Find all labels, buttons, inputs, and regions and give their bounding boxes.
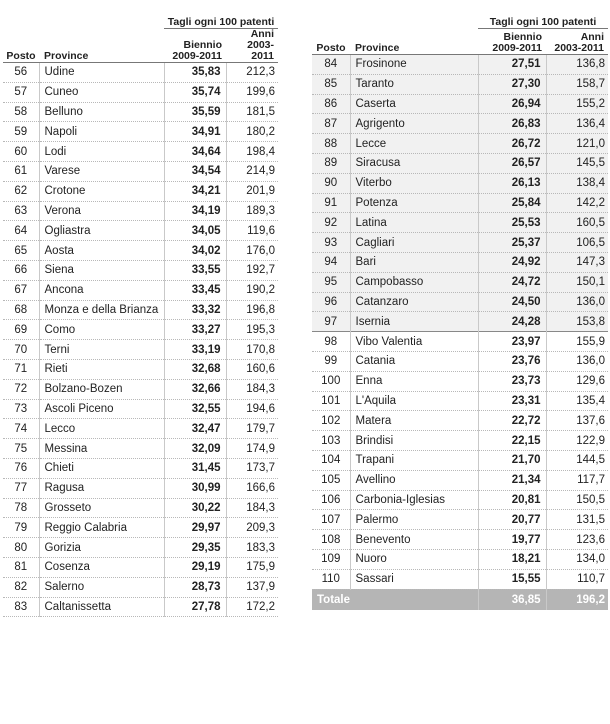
header-province: Province (350, 29, 478, 55)
anni-cell: 144,5 (546, 450, 608, 470)
header-posto: Posto (3, 29, 39, 63)
biennio-cell: 15,55 (478, 569, 546, 589)
biennio-cell: 24,72 (478, 272, 546, 292)
biennio-cell: 35,59 (164, 102, 226, 122)
anni-cell: 179,7 (226, 419, 278, 439)
rank-cell: 62 (3, 181, 39, 201)
biennio-cell: 34,21 (164, 181, 226, 201)
biennio-cell: 33,19 (164, 340, 226, 360)
table-row (312, 292, 608, 312)
table-row (312, 114, 608, 134)
table-row (312, 450, 608, 470)
anni-cell: 160,5 (546, 213, 608, 233)
anni-cell: 123,6 (546, 530, 608, 550)
biennio-cell: 26,57 (478, 153, 546, 173)
biennio-cell: 22,72 (478, 411, 546, 431)
table-row (3, 340, 278, 360)
header-biennio: Biennio 2009-2011 (478, 29, 546, 55)
table-row (312, 252, 608, 272)
total-biennio: 36,85 (478, 589, 546, 610)
table-row (3, 538, 278, 558)
rank-cell: 64 (3, 221, 39, 241)
anni-cell: 147,3 (546, 252, 608, 272)
province-cell: Siena (39, 260, 164, 280)
table-row (3, 498, 278, 518)
anni-cell: 166,6 (226, 478, 278, 498)
rank-cell: 88 (312, 134, 350, 154)
anni-cell: 194,6 (226, 399, 278, 419)
table-row (3, 161, 278, 181)
anni-cell: 122,9 (546, 431, 608, 451)
table-row (312, 411, 608, 431)
biennio-cell: 29,19 (164, 557, 226, 577)
anni-cell: 184,3 (226, 379, 278, 399)
biennio-cell: 34,91 (164, 122, 226, 142)
province-cell: Grosseto (39, 498, 164, 518)
province-cell: Matera (350, 411, 478, 431)
anni-cell: 195,3 (226, 320, 278, 340)
anni-cell: 136,8 (546, 55, 608, 75)
province-cell: Isernia (350, 312, 478, 332)
anni-cell: 190,2 (226, 280, 278, 300)
anni-cell: 209,3 (226, 518, 278, 538)
province-cell: Gorizia (39, 538, 164, 558)
anni-cell: 172,2 (226, 597, 278, 617)
rank-cell: 101 (312, 391, 350, 411)
ranking-table-left (3, 4, 278, 617)
table-row (312, 173, 608, 193)
anni-cell: 134,0 (546, 549, 608, 569)
province-cell: Bolzano-Bozen (39, 379, 164, 399)
rank-cell: 94 (312, 252, 350, 272)
biennio-cell: 21,34 (478, 470, 546, 490)
biennio-cell: 23,31 (478, 391, 546, 411)
province-cell: Viterbo (350, 173, 478, 193)
table-row (3, 518, 278, 538)
biennio-cell: 35,83 (164, 63, 226, 83)
table-row (3, 181, 278, 201)
table-row (312, 332, 608, 352)
anni-cell: 181,5 (226, 102, 278, 122)
table-row (312, 549, 608, 569)
biennio-cell: 23,97 (478, 332, 546, 352)
anni-cell: 110,7 (546, 569, 608, 589)
anni-cell: 175,9 (226, 557, 278, 577)
anni-cell: 174,9 (226, 439, 278, 459)
total-anni: 196,2 (546, 589, 608, 610)
province-cell: Cuneo (39, 82, 164, 102)
province-cell: Verona (39, 201, 164, 221)
biennio-cell: 26,83 (478, 114, 546, 134)
table-row (312, 351, 608, 371)
rank-cell: 59 (3, 122, 39, 142)
total-label: Totale (312, 589, 478, 610)
province-cell: Bari (350, 252, 478, 272)
province-cell: Campobasso (350, 272, 478, 292)
biennio-cell: 28,73 (164, 577, 226, 597)
rank-cell: 102 (312, 411, 350, 431)
province-cell: Aosta (39, 241, 164, 261)
rank-cell: 107 (312, 510, 350, 530)
table-row (3, 280, 278, 300)
rank-cell: 66 (3, 260, 39, 280)
biennio-cell: 33,27 (164, 320, 226, 340)
province-cell: Napoli (39, 122, 164, 142)
rank-cell: 97 (312, 312, 350, 332)
rank-cell: 109 (312, 549, 350, 569)
table-row (3, 63, 278, 83)
province-cell: Monza e della Brianza (39, 300, 164, 320)
rank-cell: 106 (312, 490, 350, 510)
table-row (3, 201, 278, 221)
rank-cell: 108 (312, 530, 350, 550)
table-row (3, 221, 278, 241)
province-cell: Ragusa (39, 478, 164, 498)
rank-cell: 73 (3, 399, 39, 419)
table-row (312, 55, 608, 75)
biennio-cell: 25,53 (478, 213, 546, 233)
rank-cell: 61 (3, 161, 39, 181)
province-cell: Vibo Valentia (350, 332, 478, 352)
rank-cell: 81 (3, 557, 39, 577)
header-group-title: Tagli ogni 100 patenti (164, 4, 278, 29)
table-row (3, 399, 278, 419)
biennio-cell: 23,76 (478, 351, 546, 371)
province-cell: Ogliastra (39, 221, 164, 241)
province-cell: Palermo (350, 510, 478, 530)
province-cell: L'Aquila (350, 391, 478, 411)
anni-cell: 198,4 (226, 142, 278, 162)
table-row (312, 233, 608, 253)
rank-cell: 69 (3, 320, 39, 340)
biennio-cell: 30,99 (164, 478, 226, 498)
table-row (3, 300, 278, 320)
biennio-cell: 32,66 (164, 379, 226, 399)
biennio-cell: 22,15 (478, 431, 546, 451)
header-anni: Anni 2003-2011 (226, 29, 278, 63)
rank-cell: 65 (3, 241, 39, 261)
rank-cell: 110 (312, 569, 350, 589)
anni-cell: 135,4 (546, 391, 608, 411)
table-row (312, 470, 608, 490)
province-cell: Caserta (350, 94, 478, 114)
biennio-cell: 32,68 (164, 359, 226, 379)
biennio-cell: 27,78 (164, 597, 226, 617)
table-row (3, 478, 278, 498)
anni-cell: 106,5 (546, 233, 608, 253)
anni-cell: 173,7 (226, 458, 278, 478)
rank-cell: 60 (3, 142, 39, 162)
table-row (312, 153, 608, 173)
province-cell: Cosenza (39, 557, 164, 577)
biennio-cell: 18,21 (478, 549, 546, 569)
anni-cell: 153,8 (546, 312, 608, 332)
rank-cell: 63 (3, 201, 39, 221)
anni-cell: 136,0 (546, 292, 608, 312)
table-row (3, 379, 278, 399)
province-cell: Lecce (350, 134, 478, 154)
rank-cell: 85 (312, 74, 350, 94)
anni-cell: 150,5 (546, 490, 608, 510)
table-row (312, 193, 608, 213)
table-row (3, 82, 278, 102)
anni-cell: 201,9 (226, 181, 278, 201)
table-row (312, 371, 608, 391)
anni-cell: 142,2 (546, 193, 608, 213)
table-row (312, 312, 608, 332)
province-cell: Caltanissetta (39, 597, 164, 617)
rank-cell: 93 (312, 233, 350, 253)
rank-cell: 100 (312, 371, 350, 391)
table-row (3, 419, 278, 439)
province-cell: Cagliari (350, 233, 478, 253)
province-cell: Ancona (39, 280, 164, 300)
rank-cell: 89 (312, 153, 350, 173)
rank-cell: 72 (3, 379, 39, 399)
rank-cell: 68 (3, 300, 39, 320)
anni-cell: 138,4 (546, 173, 608, 193)
table-row (312, 213, 608, 233)
biennio-cell: 30,22 (164, 498, 226, 518)
anni-cell: 199,6 (226, 82, 278, 102)
rank-cell: 58 (3, 102, 39, 122)
biennio-cell: 27,51 (478, 55, 546, 75)
province-cell: Carbonia-Iglesias (350, 490, 478, 510)
province-cell: Taranto (350, 74, 478, 94)
province-cell: Avellino (350, 470, 478, 490)
anni-cell: 170,8 (226, 340, 278, 360)
province-cell: Siracusa (350, 153, 478, 173)
province-cell: Messina (39, 439, 164, 459)
table-row (312, 569, 608, 589)
header-posto: Posto (312, 29, 350, 55)
rank-cell: 99 (312, 351, 350, 371)
biennio-cell: 23,73 (478, 371, 546, 391)
province-cell: Benevento (350, 530, 478, 550)
province-cell: Nuoro (350, 549, 478, 569)
anni-cell: 158,7 (546, 74, 608, 94)
anni-cell: 214,9 (226, 161, 278, 181)
table-row (3, 359, 278, 379)
rank-cell: 105 (312, 470, 350, 490)
anni-cell: 131,5 (546, 510, 608, 530)
biennio-cell: 29,97 (164, 518, 226, 538)
biennio-cell: 24,28 (478, 312, 546, 332)
header-province: Province (39, 29, 164, 63)
table-row (3, 557, 278, 577)
province-cell: Potenza (350, 193, 478, 213)
biennio-cell: 34,64 (164, 142, 226, 162)
biennio-cell: 34,05 (164, 221, 226, 241)
biennio-cell: 21,70 (478, 450, 546, 470)
table-row (312, 490, 608, 510)
table-row (312, 391, 608, 411)
biennio-cell: 33,55 (164, 260, 226, 280)
biennio-cell: 33,32 (164, 300, 226, 320)
biennio-cell: 20,81 (478, 490, 546, 510)
table-row (3, 439, 278, 459)
biennio-cell: 24,50 (478, 292, 546, 312)
anni-cell: 119,6 (226, 221, 278, 241)
anni-cell: 137,9 (226, 577, 278, 597)
table-row (312, 530, 608, 550)
table-row (312, 272, 608, 292)
province-cell: Salerno (39, 577, 164, 597)
rank-cell: 104 (312, 450, 350, 470)
biennio-cell: 35,74 (164, 82, 226, 102)
table-row (3, 142, 278, 162)
anni-cell: 192,7 (226, 260, 278, 280)
rank-cell: 82 (3, 577, 39, 597)
biennio-cell: 33,45 (164, 280, 226, 300)
province-cell: Catania (350, 351, 478, 371)
rank-cell: 84 (312, 55, 350, 75)
table-row (312, 74, 608, 94)
anni-cell: 196,8 (226, 300, 278, 320)
province-cell: Udine (39, 63, 164, 83)
rank-cell: 76 (3, 458, 39, 478)
biennio-cell: 26,94 (478, 94, 546, 114)
rank-cell: 67 (3, 280, 39, 300)
anni-cell: 129,6 (546, 371, 608, 391)
anni-cell: 137,6 (546, 411, 608, 431)
rank-cell: 77 (3, 478, 39, 498)
table-row (312, 510, 608, 530)
table-row (3, 577, 278, 597)
rank-cell: 71 (3, 359, 39, 379)
table-row (3, 241, 278, 261)
table-row (312, 94, 608, 114)
anni-cell: 145,5 (546, 153, 608, 173)
biennio-cell: 34,02 (164, 241, 226, 261)
rank-cell: 79 (3, 518, 39, 538)
biennio-cell: 19,77 (478, 530, 546, 550)
rank-cell: 92 (312, 213, 350, 233)
province-cell: Catanzaro (350, 292, 478, 312)
biennio-cell: 34,19 (164, 201, 226, 221)
biennio-cell: 32,55 (164, 399, 226, 419)
table-row (3, 260, 278, 280)
table-row (312, 134, 608, 154)
rank-cell: 78 (3, 498, 39, 518)
province-cell: Terni (39, 340, 164, 360)
biennio-cell: 34,54 (164, 161, 226, 181)
table-row (3, 102, 278, 122)
rank-cell: 74 (3, 419, 39, 439)
rank-cell: 90 (312, 173, 350, 193)
anni-cell: 160,6 (226, 359, 278, 379)
anni-cell: 183,3 (226, 538, 278, 558)
biennio-cell: 26,13 (478, 173, 546, 193)
rank-cell: 75 (3, 439, 39, 459)
biennio-cell: 32,47 (164, 419, 226, 439)
province-cell: Ascoli Piceno (39, 399, 164, 419)
province-cell: Chieti (39, 458, 164, 478)
total-row (312, 589, 608, 610)
rank-cell: 80 (3, 538, 39, 558)
anni-cell: 155,2 (546, 94, 608, 114)
biennio-cell: 29,35 (164, 538, 226, 558)
biennio-cell: 27,30 (478, 74, 546, 94)
table-row (3, 122, 278, 142)
province-cell: Reggio Calabria (39, 518, 164, 538)
province-cell: Brindisi (350, 431, 478, 451)
anni-cell: 150,1 (546, 272, 608, 292)
province-cell: Como (39, 320, 164, 340)
anni-cell: 180,2 (226, 122, 278, 142)
biennio-cell: 24,92 (478, 252, 546, 272)
biennio-cell: 31,45 (164, 458, 226, 478)
province-cell: Varese (39, 161, 164, 181)
biennio-cell: 25,37 (478, 233, 546, 253)
province-cell: Belluno (39, 102, 164, 122)
rank-cell: 91 (312, 193, 350, 213)
anni-cell: 176,0 (226, 241, 278, 261)
anni-cell: 155,9 (546, 332, 608, 352)
province-cell: Lecco (39, 419, 164, 439)
anni-cell: 121,0 (546, 134, 608, 154)
anni-cell: 117,7 (546, 470, 608, 490)
province-cell: Frosinone (350, 55, 478, 75)
province-cell: Crotone (39, 181, 164, 201)
rank-cell: 95 (312, 272, 350, 292)
rank-cell: 56 (3, 63, 39, 83)
table-row (312, 431, 608, 451)
province-cell: Latina (350, 213, 478, 233)
anni-cell: 136,0 (546, 351, 608, 371)
anni-cell: 136,4 (546, 114, 608, 134)
anni-cell: 189,3 (226, 201, 278, 221)
province-cell: Lodi (39, 142, 164, 162)
header-group-title: Tagli ogni 100 patenti (478, 4, 608, 29)
rank-cell: 87 (312, 114, 350, 134)
province-cell: Sassari (350, 569, 478, 589)
province-cell: Trapani (350, 450, 478, 470)
header-anni: Anni 2003-2011 (546, 29, 608, 55)
anni-cell: 212,3 (226, 63, 278, 83)
biennio-cell: 26,72 (478, 134, 546, 154)
province-cell: Enna (350, 371, 478, 391)
rank-cell: 86 (312, 94, 350, 114)
province-cell: Rieti (39, 359, 164, 379)
header-biennio: Biennio 2009-2011 (164, 29, 226, 63)
anni-cell: 184,3 (226, 498, 278, 518)
province-cell: Agrigento (350, 114, 478, 134)
rank-cell: 70 (3, 340, 39, 360)
table-row (3, 597, 278, 617)
biennio-cell: 20,77 (478, 510, 546, 530)
rank-cell: 103 (312, 431, 350, 451)
rank-cell: 57 (3, 82, 39, 102)
rank-cell: 83 (3, 597, 39, 617)
table-row (3, 320, 278, 340)
ranking-table-right (312, 4, 608, 610)
rank-cell: 96 (312, 292, 350, 312)
biennio-cell: 32,09 (164, 439, 226, 459)
biennio-cell: 25,84 (478, 193, 546, 213)
table-row (3, 458, 278, 478)
rank-cell: 98 (312, 332, 350, 352)
